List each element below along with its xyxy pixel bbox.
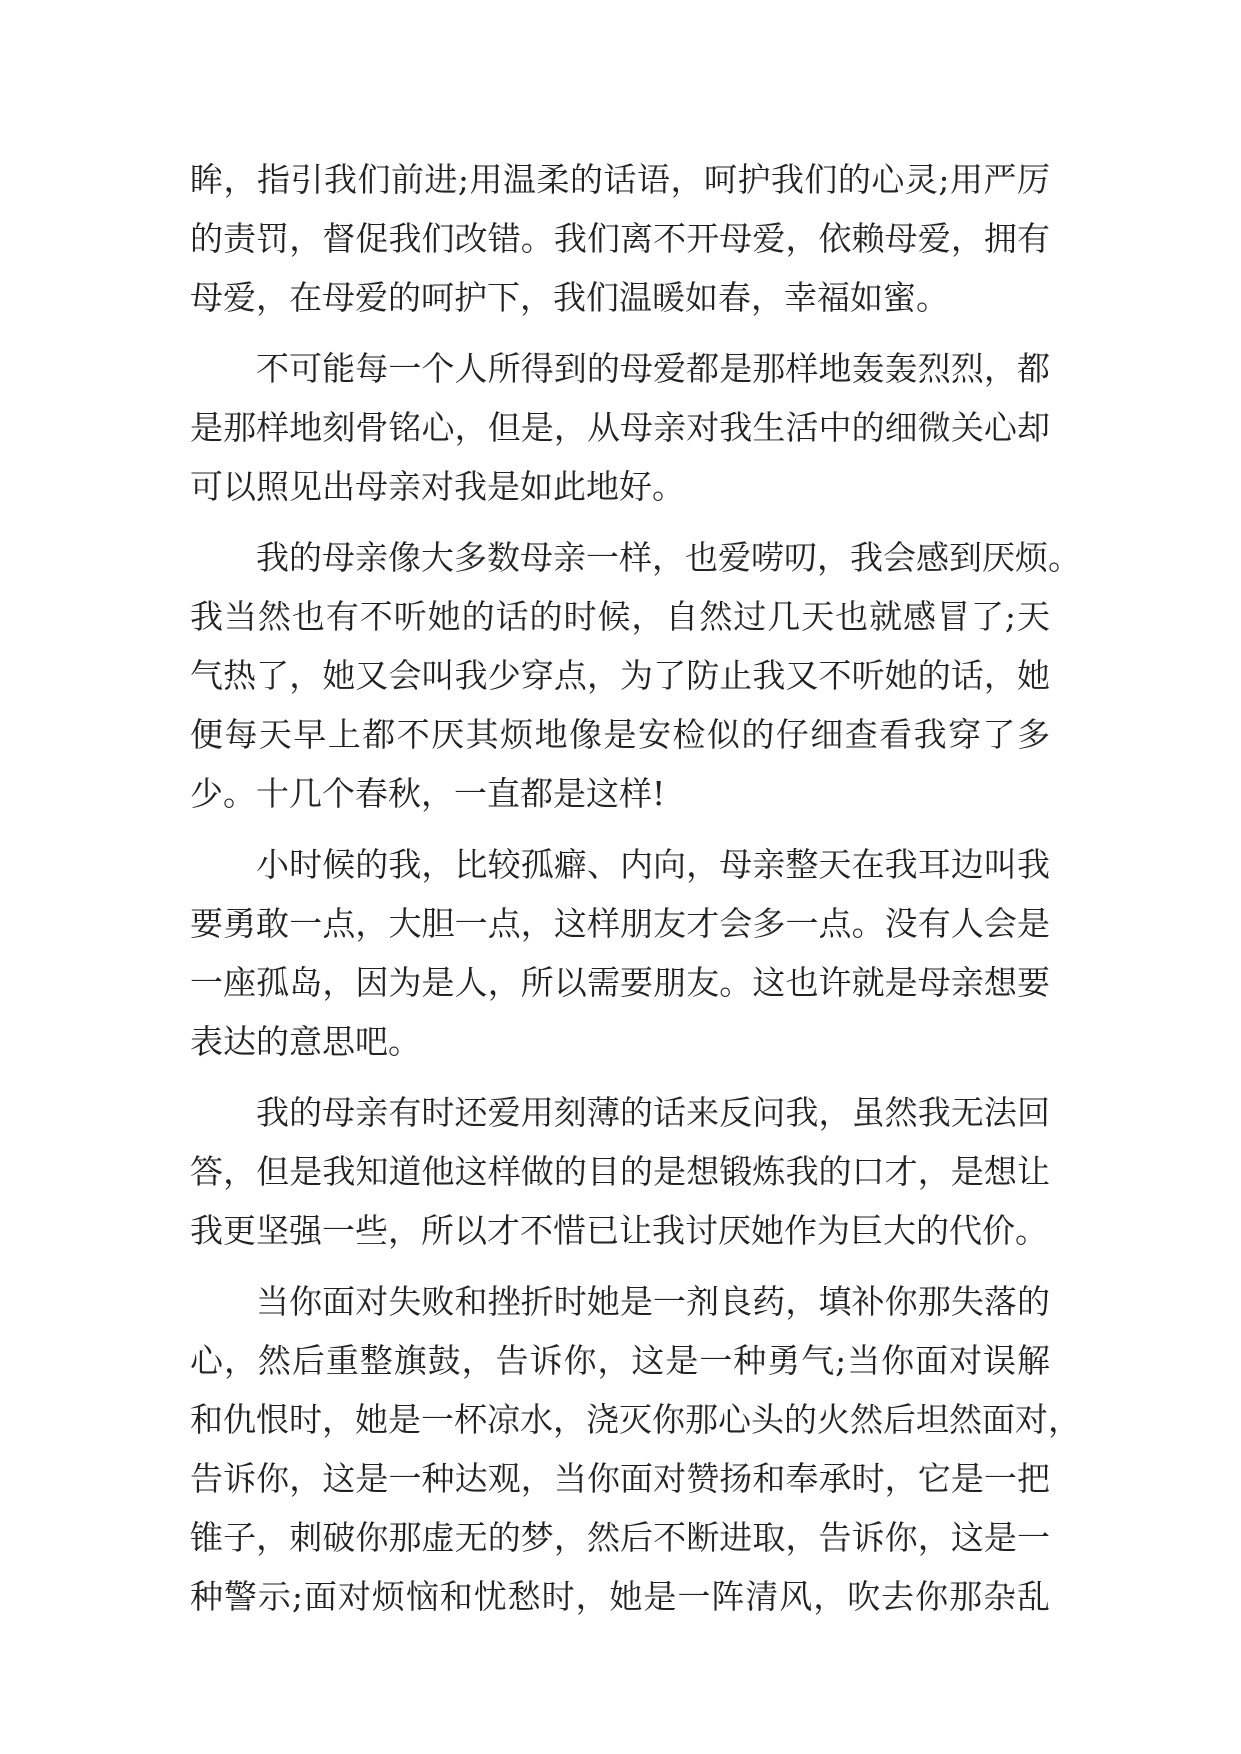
paragraph-3 <box>190 528 1081 823</box>
paragraph-6 <box>190 1272 1081 1626</box>
text-line: 气热了，她又会叫我少穿点，为了防止我又不听她的话，她 <box>190 656 1050 695</box>
text-line: 便每天早上都不厌其烦地像是安检似的仔细查看我穿了多 <box>190 715 1050 754</box>
text-line: 答，但是我知道他这样做的目的是想锻炼我的口才，是想让 <box>190 1152 1050 1191</box>
text-line: 心，然后重整旗鼓，告诉你，这是一种勇气;当你面对误解 <box>190 1341 1050 1380</box>
text-line: 要勇敢一点，大胆一点，这样朋友才会多一点。没有人会是 <box>190 904 1050 943</box>
text-line: 可以照见出母亲对我是如此地好。 <box>190 467 685 506</box>
text-line: 是那样地刻骨铭心，但是，从母亲对我生活中的细微关心却 <box>190 408 1050 447</box>
text-line: 我更坚强一些，所以才不惜已让我讨厌她作为巨大的代价。 <box>190 1211 1048 1250</box>
paragraph-4 <box>190 835 1050 1071</box>
paragraph-1 <box>190 150 1050 327</box>
text-line: 锥子，刺破你那虚无的梦，然后不断进取，告诉你，这是一 <box>190 1518 1050 1557</box>
text-line: 种警示;面对烦恼和忧愁时，她是一阵清风，吹去你那杂乱 <box>190 1577 1050 1616</box>
text-line: 的责罚，督促我们改错。我们离不开母爱，依赖母爱，拥有 <box>190 219 1050 258</box>
text-line: 我的母亲有时还爱用刻薄的话来反问我，虽然我无法回 <box>256 1093 1050 1132</box>
text-line: 告诉你，这是一种达观，当你面对赞扬和奉承时，它是一把 <box>190 1459 1050 1498</box>
text-line: 不可能每一个人所得到的母爱都是那样地轰轰烈烈，都 <box>256 349 1050 388</box>
text-line: 小时候的我，比较孤癖、内向，母亲整天在我耳边叫我 <box>256 845 1050 884</box>
text-line: 表达的意思吧。 <box>190 1022 421 1061</box>
text-line: 少。十几个春秋，一直都是这样! <box>190 774 666 813</box>
essay-body <box>190 150 1081 1638</box>
text-line: 眸，指引我们前进;用温柔的话语，呵护我们的心灵;用严厉 <box>190 160 1050 199</box>
text-line: 一座孤岛，因为是人，所以需要朋友。这也许就是母亲想要 <box>190 963 1050 1002</box>
text-line: 母爱，在母爱的呵护下，我们温暖如春，幸福如蜜。 <box>190 278 949 317</box>
paragraph-2 <box>190 339 1050 516</box>
text-line: 和仇恨时，她是一杯凉水，浇灭你那心头的火然后坦然面对， <box>190 1400 1081 1439</box>
paragraph-5 <box>190 1083 1050 1260</box>
text-line: 我的母亲像大多数母亲一样，也爱唠叨，我会感到厌烦。 <box>256 538 1081 577</box>
text-line: 当你面对失败和挫折时她是一剂良药，填补你那失落的 <box>256 1282 1050 1321</box>
text-line: 我当然也有不听她的话的时候，自然过几天也就感冒了;天 <box>190 597 1050 636</box>
